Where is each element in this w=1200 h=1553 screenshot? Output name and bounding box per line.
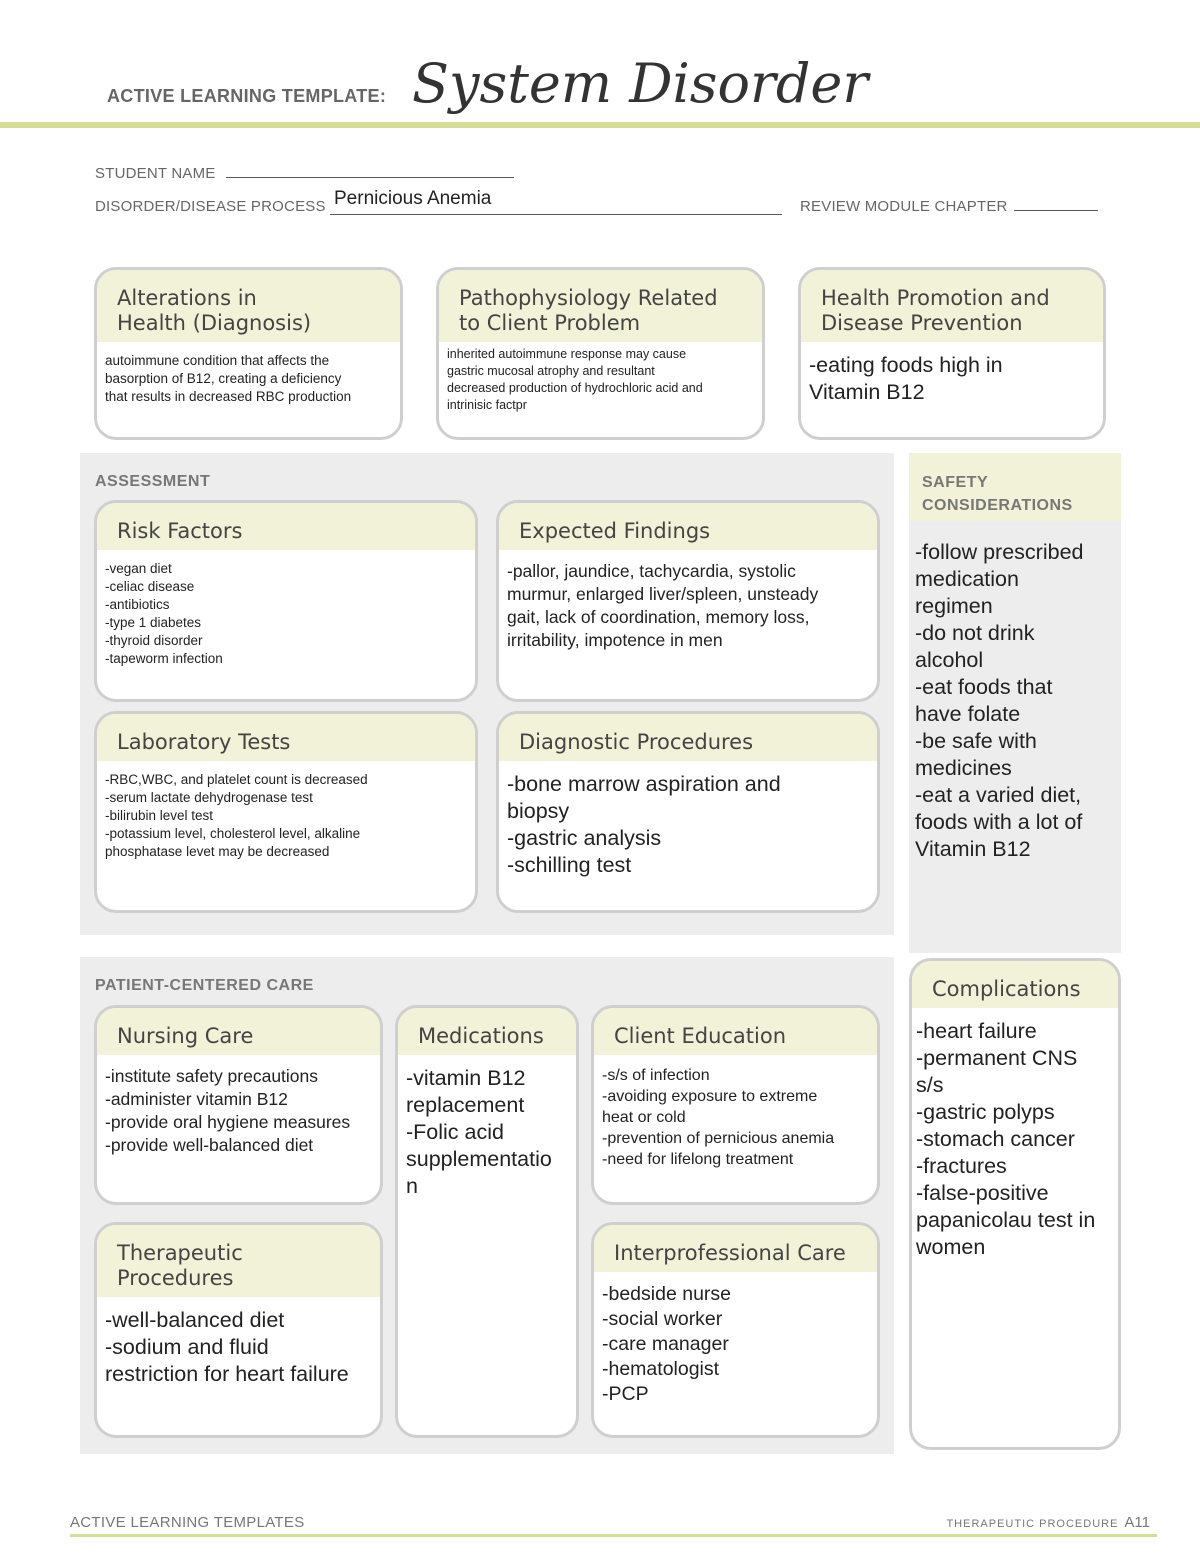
patient-care-title: PATIENT-CENTERED CARE: [95, 977, 314, 994]
page-title: System Disorder: [412, 52, 869, 115]
template-label: ACTIVE LEARNING TEMPLATE:: [107, 86, 387, 106]
health-promotion-title: Health Promotion and Disease Prevention: [801, 270, 1103, 342]
laboratory-tests-box: [94, 711, 478, 913]
medications-box: [395, 1005, 579, 1438]
footer-rule: [70, 1534, 1157, 1537]
complications-body[interactable]: -heart failure -permanent CNS s/s -gastric polyps -stomach cancer -fractures -false-positive papanicolau test in women: [916, 1019, 1096, 1259]
review-module-label: REVIEW MODULE CHAPTER: [800, 198, 1008, 215]
student-name-label: STUDENT NAME: [95, 165, 216, 182]
therapeutic-procedures-body[interactable]: -well-balanced diet -sodium and fluid restriction for heart failure: [105, 1308, 349, 1386]
expected-findings-box: [496, 500, 880, 702]
therapeutic-procedures-title: Therapeutic Procedures: [97, 1225, 380, 1297]
student-name-line[interactable]: [226, 165, 514, 178]
disorder-label: DISORDER/DISEASE PROCESS: [95, 198, 326, 215]
safety-title: SAFETY CONSIDERATIONS: [922, 474, 1073, 514]
risk-factors-body[interactable]: -vegan diet -celiac disease -antibiotics -type 1 diabetes -thyroid disorder -tapeworm infection: [105, 561, 223, 666]
client-education-body[interactable]: -s/s of infection -avoiding exposure to extreme heat or cold -prevention of pernicious anemia -need for lifelong treatment: [602, 1067, 835, 1168]
alterations-box: [94, 267, 403, 440]
safety-header: [909, 453, 1121, 521]
client-education-title: Client Education: [594, 1008, 877, 1055]
interprofessional-care-box: [591, 1222, 880, 1438]
laboratory-tests-title: Laboratory Tests: [97, 714, 475, 761]
nursing-care-box: [94, 1005, 383, 1205]
nursing-care-body[interactable]: -institute safety precautions -administer vitamin B12 -provide oral hygiene measures -provide well-balanced diet: [105, 1066, 351, 1155]
safety-body[interactable]: -follow prescribed medication regimen -do not drink alcohol -eat foods that have folate -be safe with medicines -eat a varied diet, foods with a lot of Vitamin B12: [915, 540, 1084, 861]
pathophysiology-title: Pathophysiology Related to Client Problem: [439, 270, 762, 342]
expected-findings-body[interactable]: -pallor, jaundice, tachycardia, systolic murmur, enlarged liver/spleen, unsteady gait, lack of coordination, memory loss, irritability, impotence in men: [507, 561, 819, 650]
diagnostic-procedures-box: [496, 711, 880, 913]
alterations-body[interactable]: autoimmune condition that affects the basorption of B12, creating a deficiency that results in decreased RBC production: [105, 353, 352, 404]
risk-factors-box: [94, 500, 478, 702]
disorder-value[interactable]: Pernicious Anemia: [334, 188, 492, 209]
complications-box: [909, 958, 1121, 1450]
risk-factors-title: Risk Factors: [97, 503, 475, 550]
safety-panel: [909, 453, 1121, 953]
medications-body[interactable]: -vitamin B12 replacement -Folic acid supplementatio n: [406, 1066, 552, 1198]
health-promotion-body[interactable]: -eating foods high in Vitamin B12: [809, 353, 1003, 404]
diagnostic-procedures-body[interactable]: -bone marrow aspiration and biopsy -gastric analysis -schilling test: [507, 772, 781, 877]
pathophysiology-box: [436, 267, 765, 440]
complications-title: Complications: [912, 961, 1118, 1008]
footer-right: [946, 1514, 1150, 1531]
footer-section-label: THERAPEUTIC PROCEDURE: [946, 1518, 1119, 1530]
diagnostic-procedures-title: Diagnostic Procedures: [499, 714, 877, 761]
review-module-field[interactable]: [800, 198, 1098, 215]
interprofessional-care-body[interactable]: -bedside nurse -social worker -care manager -hematologist -PCP: [602, 1283, 731, 1405]
alterations-title: Alterations in Health (Diagnosis): [97, 270, 400, 342]
footer-page-number: A11: [1124, 1514, 1150, 1531]
nursing-care-title: Nursing Care: [97, 1008, 380, 1055]
header-rule: [0, 122, 1200, 128]
therapeutic-procedures-box: [94, 1222, 383, 1438]
expected-findings-title: Expected Findings: [499, 503, 877, 550]
footer-left-label: ACTIVE LEARNING TEMPLATES: [70, 1514, 305, 1531]
client-education-box: [591, 1005, 880, 1205]
pathophysiology-body[interactable]: inherited autoimmune response may cause gastric mucosal atrophy and resultant decreased production of hydrochloric acid and intrinisic factpr: [447, 347, 703, 412]
laboratory-tests-body[interactable]: -RBC,WBC, and platelet count is decreased -serum lactate dehydrogenase test -bilirubin level test -potassium level, cholesterol level, alkaline phosphatase levet may be decreased: [105, 772, 368, 859]
medications-title: Medications: [398, 1008, 576, 1055]
student-name-field[interactable]: [95, 165, 514, 182]
review-module-line[interactable]: [1014, 198, 1098, 211]
assessment-title: ASSESSMENT: [95, 473, 211, 490]
interprofessional-care-title: Interprofessional Care: [594, 1225, 877, 1272]
health-promotion-box: [798, 267, 1106, 440]
